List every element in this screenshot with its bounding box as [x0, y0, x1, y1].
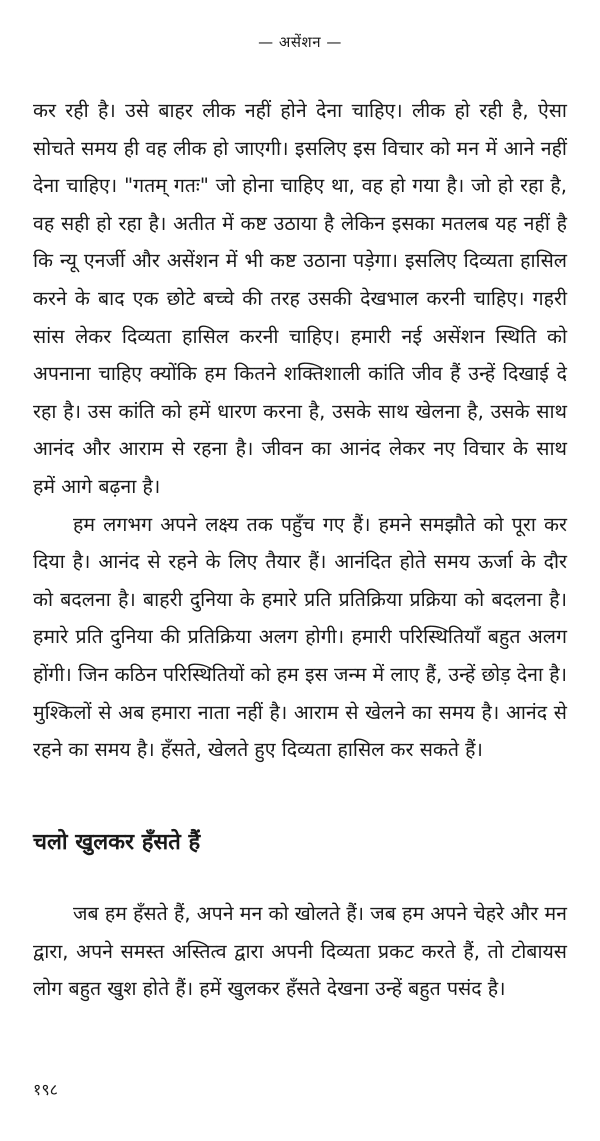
paragraph-1: कर रही है। उसे बाहर लीक नहीं होने देना चाहिए। लीक हो रही है, ऐसा सोचते समय ही वह लीक हो जाएगी। इसलिए इस विचार को मन में आने नहीं देना चाहिए। "गतम् गतः" जो होना चाहिए था, वह हो गया है। जो हो रहा है, वह सही हो रहा है। अतीत में कष्ट उठाया है लेकिन इसका मतलब यह नहीं है कि न्यू एनर्जी और असेंशन में भी कष्ट उठाना पड़ेगा। इसलिए दिव्यता हासिल करने के बाद एक छोटे बच्चे की तरह उसकी देखभाल करनी चाहिए। गहरी सांस लेकर दिव्यता हासिल करनी चाहिए। हमारी नई असेंशन स्थिति को अपनाना चाहिए क्योंकि हम कितने शक्तिशाली कांति जीव हैं उन्हें दिखाई दे रहा है। उस कांति को हमें धारण करना है, उसके साथ खेलना है, उसके साथ आनंद और आराम से रहना है। जीवन का आनंद लेकर नए विचार के साथ हमें आगे बढ़ना है।	[33, 99, 567, 498]
paragraph-2: हम लगभग अपने लक्ष्य तक पहुँच गए हैं। हमने समझौते को पूरा कर दिया है। आनंद से रहने के लिए तैयार हैं। आनंदित होते समय ऊर्जा के दौर को बदलना है। बाहरी दुनिया के हमारे प्रति प्रतिक्रिया प्रक्रिया को बदलना है। हमारे प्रति दुनिया की प्रतिक्रिया अलग होगी। हमारी परिस्थितियाँ बहुत अलग होंगी। जिन कठिन परिस्थितियों को हम इस जन्म में लाए हैं, उन्हें छोड़ देना है। मुश्किलों से अब हमारा नाता नहीं है। आराम से खेलने का समय है। आनंद से रहने का समय है। हँसते, खेलते हुए दिव्यता हासिल कर सकते हैं।	[33, 512, 567, 762]
section-paragraph: जब हम हँसते हैं, अपने मन को खोलते हैं। जब हम अपने चेहरे और मन द्वारा, अपने समस्त अस्तित्व द्वारा अपनी दिव्यता प्रकट करते हैं, तो टोबायस लोग बहुत खुश होते हैं। हमें खुलकर हँसते देखना उन्हें बहुत पसंद है।	[33, 902, 567, 1001]
section-heading: चलो खुलकर हँसते हैं	[33, 830, 201, 855]
body-text	[33, 92, 567, 769]
section-body	[33, 895, 567, 1008]
running-header: — असेंशन —	[258, 33, 342, 51]
page-number: १९८	[33, 1080, 58, 1099]
